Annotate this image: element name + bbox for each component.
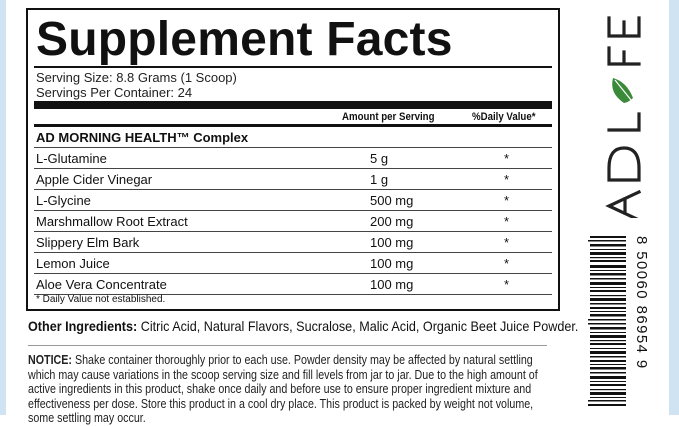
table-row bbox=[34, 231, 552, 252]
barcode-digits-container bbox=[632, 236, 656, 408]
table-row bbox=[34, 273, 552, 295]
ingredient-table bbox=[34, 147, 552, 295]
barcode-bars bbox=[588, 236, 626, 408]
ingredient-amount: 1 g bbox=[370, 172, 389, 187]
daily-value-header: %Daily Value* bbox=[472, 111, 536, 123]
ingredient-name: L-Glycine bbox=[36, 193, 91, 208]
other-ingredients-text: Citric Acid, Natural Flavors, Sucralose, Malic Acid, Organic Beet Juice Powder. bbox=[137, 318, 579, 334]
ingredient-amount: 200 mg bbox=[370, 214, 414, 229]
ingredient-amount: 5 g bbox=[370, 151, 389, 166]
other-ingredients bbox=[28, 318, 578, 334]
logo-letter-d bbox=[609, 148, 639, 180]
ingredient-dv: * bbox=[504, 214, 510, 229]
ingredient-name: L-Glutamine bbox=[36, 151, 107, 166]
ingredient-name: Aloe Vera Concentrate bbox=[36, 277, 167, 292]
ingredient-name: Lemon Juice bbox=[36, 256, 110, 271]
thick-divider bbox=[34, 101, 552, 109]
ingredient-dv: * bbox=[504, 256, 510, 271]
ingredient-name: Marshmallow Root Extract bbox=[36, 214, 188, 229]
supplement-facts-panel bbox=[26, 8, 560, 311]
divider bbox=[34, 66, 552, 68]
ingredient-amount: 100 mg bbox=[370, 256, 414, 271]
ingredient-dv: * bbox=[504, 235, 510, 250]
logo-letter-l bbox=[609, 114, 639, 130]
panel-title: Supplement Facts bbox=[36, 13, 453, 66]
leaf-icon bbox=[612, 78, 633, 103]
table-row bbox=[34, 252, 552, 273]
serving-size: Serving Size: 8.8 Grams (1 Scoop) bbox=[36, 70, 237, 85]
ingredient-name: Apple Cider Vinegar bbox=[36, 172, 153, 187]
servings-per-container: Servings Per Container: 24 bbox=[36, 85, 193, 100]
logo-letter-e bbox=[609, 18, 639, 36]
notice-label: NOTICE: bbox=[28, 353, 72, 367]
ingredient-dv: * bbox=[504, 172, 510, 187]
logo-letter-f bbox=[609, 48, 639, 64]
table-row bbox=[34, 189, 552, 210]
ingredient-name: Slippery Elm Bark bbox=[36, 235, 140, 250]
ingredient-amount: 500 mg bbox=[370, 193, 414, 208]
daily-value-footnote: * Daily Value not established. bbox=[36, 294, 166, 305]
ingredient-dv: * bbox=[504, 193, 510, 208]
notice-text: Shake container thoroughly prior to each use. Powder density may be affected by natural settling which may cause variations in the scoop serving size and fill levels from jar to jar. Due to the high amount of active ingredients in this product, shake once daily and before use to ensure proper ingredient mixture and effectiveness per dose. Store this product in a cool dry place. This product is packed by weight not volume, some settling may occur. bbox=[28, 353, 538, 425]
table-row bbox=[34, 210, 552, 231]
other-ingredients-label: Other Ingredients: bbox=[28, 318, 138, 334]
complex-name: AD MORNING HEALTH™ Complex bbox=[36, 130, 249, 145]
header-divider bbox=[34, 124, 552, 127]
table-row bbox=[34, 147, 552, 168]
section-divider bbox=[28, 345, 547, 346]
table-row bbox=[34, 168, 552, 189]
ingredient-dv: * bbox=[504, 277, 510, 292]
amount-header: Amount per Serving bbox=[342, 111, 435, 123]
barcode-digits: 8 50060 86954 9 bbox=[633, 236, 650, 370]
ingredient-amount: 100 mg bbox=[370, 277, 414, 292]
ingredient-amount: 100 mg bbox=[370, 235, 414, 250]
ingredient-dv: * bbox=[504, 151, 510, 166]
adlife-logo bbox=[603, 8, 643, 218]
